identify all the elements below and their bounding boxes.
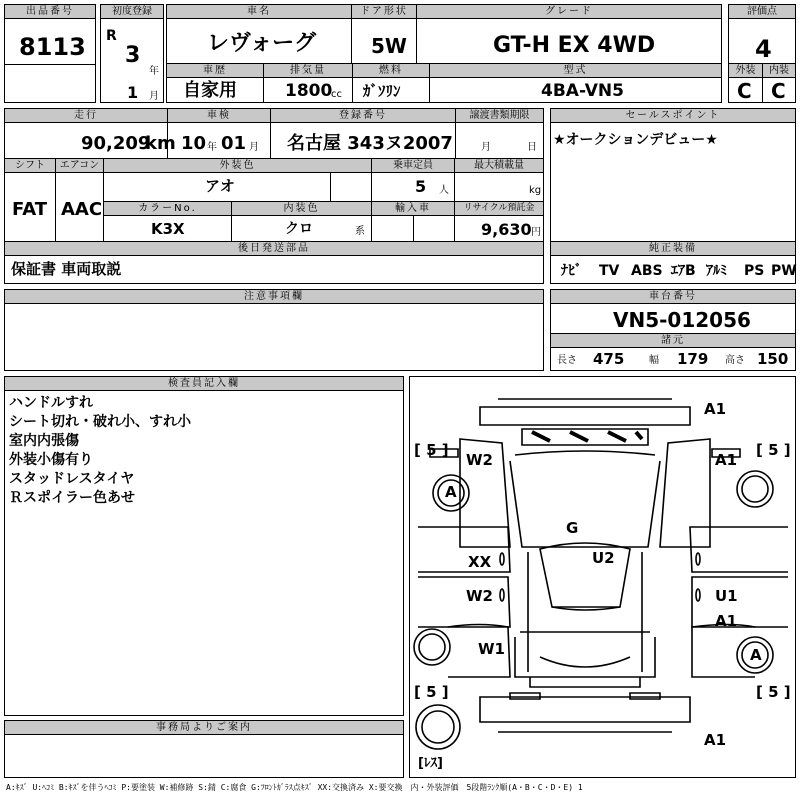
transfer-label: 譲渡書類期限 — [456, 109, 543, 123]
damage-u1-right: U1 — [715, 587, 738, 605]
mileage: 90,209 — [81, 133, 151, 154]
equipment-abs: ABS — [631, 263, 663, 279]
reg-month: 1 — [127, 83, 139, 102]
damage-front-a1: A1 — [704, 400, 727, 418]
lot-box — [4, 4, 96, 103]
recycle-unit: 円 — [531, 227, 541, 238]
inspector-label: 検査員記入欄 — [5, 377, 403, 391]
equipment-airbag: ｴｱB — [671, 263, 696, 279]
recycle: 9,630 — [481, 220, 532, 239]
legend: A:ｷｽﾞ U:ﾍｺﾐ B:ｷｽﾞを伴うﾍｺﾐ P:要塗装 W:補修跡 S:錆 C:腐食 G:ﾌﾛﾝﾄｶﾞﾗｽ点ｷｽﾞ XX:交換済み X:要交換 内・外装評価 5段階ﾗﾝｸ順(A・B・C・D・E) 1 — [6, 783, 583, 792]
lot-label: 出品番号 — [5, 5, 95, 19]
damage-a1-front-right: A1 — [715, 451, 738, 469]
dims-label: 諸元 — [551, 334, 795, 348]
equipment-ps: PS — [744, 263, 765, 279]
inspection-month: 01 — [221, 133, 247, 154]
inspection-month-unit: 月 — [249, 142, 259, 153]
history: 自家用 — [183, 80, 237, 101]
spare-tire: [ﾚｽ] — [418, 756, 443, 771]
height-label: 高さ — [725, 355, 745, 366]
office-box — [4, 720, 404, 778]
inspection-year-unit: 年 — [207, 142, 217, 153]
first-reg-box — [100, 4, 164, 103]
grade-label: グレード — [417, 5, 721, 19]
inspector-box — [4, 376, 404, 716]
int-color-label: 内装色 — [232, 202, 371, 216]
ext-color-label: 外装色 — [104, 159, 371, 173]
equipment-navi: ﾅﾋﾞ — [561, 263, 582, 279]
ext-color: アオ — [205, 177, 235, 195]
color-no-label: カラーNo. — [104, 202, 231, 216]
inspector-note: ハンドルすれ — [9, 395, 93, 411]
damage-a-rear-wheel: A — [750, 646, 762, 664]
transfer-month-unit: 月 — [481, 142, 491, 153]
shift-label: シフト — [5, 159, 55, 173]
length-label: 長さ — [557, 355, 577, 366]
later-parts-label: 後日発送部品 — [5, 242, 543, 256]
ac-label: エアコン — [56, 159, 103, 173]
damage-w1-left: W1 — [478, 640, 505, 658]
grade: GT-H EX 4WD — [493, 33, 656, 58]
plate: 名古屋 343ヌ2007 — [287, 133, 453, 154]
chassis-label: 車台番号 — [551, 290, 795, 304]
damage-rear-a1: A1 — [704, 731, 727, 749]
transfer-day-unit: 日 — [527, 142, 537, 153]
tire-front-left: [ 5 ] — [414, 441, 449, 459]
ac: AAC — [61, 199, 103, 220]
first-reg-label: 初度登録 — [101, 5, 163, 19]
tire-front-right: [ 5 ] — [756, 441, 791, 459]
equipment-tv: TV — [599, 263, 620, 279]
max-load-unit: kg — [529, 185, 542, 196]
car-name: レヴォーグ — [207, 31, 317, 56]
mileage-unit: km — [145, 133, 176, 154]
displacement: 1800 — [285, 81, 333, 101]
damage-w2-rear-left: W2 — [466, 587, 493, 605]
displacement-label: 排気量 — [264, 64, 352, 78]
year-unit: 年 — [149, 66, 159, 77]
door-label: ドア形状 — [352, 5, 416, 19]
capacity-label: 乗車定員 — [372, 159, 454, 173]
fuel-label: 燃料 — [353, 64, 429, 78]
inspector-note: 室内内張傷 — [9, 433, 79, 449]
height: 150 — [757, 350, 789, 368]
office-label: 事務局よりご案内 — [5, 721, 403, 735]
damage-g-roof: G — [566, 519, 579, 537]
import-label: 輸入車 — [372, 202, 454, 216]
car-name-label: 車名 — [167, 5, 351, 19]
inspection-year: 10 — [181, 133, 207, 154]
inspector-note: シート切れ・破れ小、すれ小 — [9, 414, 191, 430]
history-label: 車歴 — [167, 64, 263, 78]
notes-box — [4, 289, 544, 371]
door-type: 5W — [371, 34, 407, 58]
mileage-label: 走行 — [5, 109, 167, 123]
score-label: 評価点 — [729, 5, 795, 19]
width-label: 幅 — [649, 355, 659, 366]
inspector-note: Ｒスポイラー色あせ — [9, 490, 135, 506]
exterior-label: 外装 — [729, 64, 762, 78]
vehicle-detail-box — [4, 108, 544, 284]
color-no: K3X — [151, 220, 185, 238]
shift: FAT — [12, 199, 48, 220]
notes-label: 注意事項欄 — [5, 290, 543, 304]
equipment-label: 純正装備 — [551, 242, 795, 256]
inspector-note: 外装小傷有り — [9, 452, 93, 468]
recycle-label: リサイクル預託金 — [455, 202, 543, 216]
int-color: クロ — [285, 221, 313, 237]
damage-xx-left: XX — [468, 553, 492, 571]
era: R — [106, 28, 117, 44]
score-box — [728, 4, 796, 103]
width: 179 — [677, 350, 709, 368]
model: 4BA-VN5 — [541, 81, 624, 101]
sales-point: ★オークションデビュー★ — [553, 132, 718, 148]
equipment-alloy: ｱﾙﾐ — [706, 263, 727, 279]
capacity: 5 — [415, 177, 427, 196]
damage-u2-center: U2 — [592, 549, 615, 567]
length: 475 — [593, 350, 625, 368]
damage-diagram — [409, 376, 796, 778]
inspector-notes — [9, 394, 191, 508]
inspector-note: スタッドレスタイヤ — [9, 471, 135, 487]
later-parts: 保証書 車両取説 — [11, 260, 122, 278]
main-info-box — [166, 4, 722, 103]
tire-rear-right: [ 5 ] — [756, 683, 791, 701]
displacement-unit: cc — [331, 89, 342, 100]
lot-number: 8113 — [19, 33, 86, 61]
damage-a-front-wheel: A — [445, 483, 457, 501]
sales-point-label: セールスポイント — [551, 109, 795, 123]
max-load-label: 最大積載量 — [455, 159, 543, 173]
inspection-label: 車検 — [168, 109, 270, 123]
car-outline-diagram — [410, 377, 795, 777]
chassis-number: VN5-012056 — [613, 308, 751, 332]
score: 4 — [755, 35, 772, 63]
int-color-unit: 系 — [355, 226, 365, 237]
exterior-grade: C — [737, 79, 752, 103]
tire-rear-left: [ 5 ] — [414, 683, 449, 701]
plate-label: 登録番号 — [271, 109, 455, 123]
model-label: 型式 — [430, 64, 721, 78]
capacity-unit: 人 — [439, 185, 449, 196]
equipment-pw: PW — [771, 263, 797, 279]
damage-a1-right: A1 — [715, 612, 738, 630]
fuel: ｶﾞｿﾘﾝ — [363, 82, 401, 100]
sales-point-box — [550, 108, 796, 284]
reg-year: 3 — [125, 43, 141, 68]
month-unit: 月 — [149, 91, 159, 102]
interior-grade: C — [771, 79, 786, 103]
interior-label: 内装 — [763, 64, 795, 78]
damage-w2-front-left: W2 — [466, 451, 493, 469]
chassis-box — [550, 289, 796, 371]
